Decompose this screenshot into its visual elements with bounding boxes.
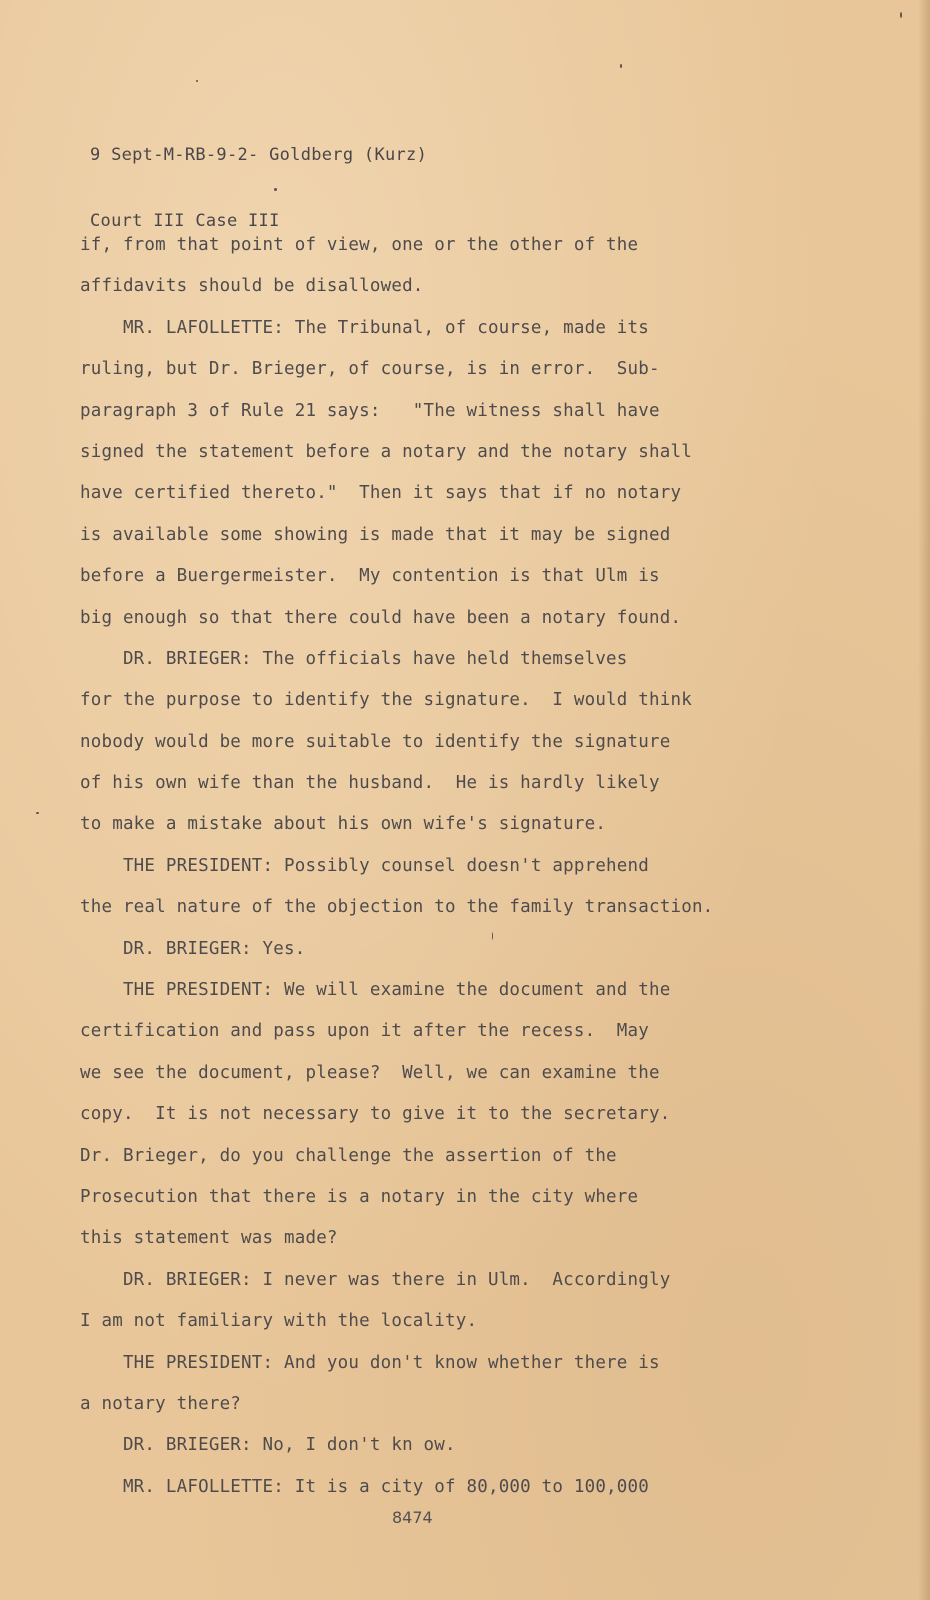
transcript-line: DR. BRIEGER: No, I don't kn ow.	[80, 1435, 456, 1456]
transcript-line: DR. BRIEGER: I never was there in Ulm. Accordingly	[80, 1269, 671, 1290]
transcript-line: MR. LAFOLLETTE: It is a city of 80,000 to 100,000	[80, 1476, 650, 1497]
transcript-line: DR. BRIEGER: The officials have held themselves	[80, 648, 628, 669]
transcript-line: signed the statement before a notary and the notary shall	[80, 441, 692, 462]
transcript-line: the real nature of the objection to the family transaction.	[80, 897, 714, 918]
transcript-line: of his own wife than the husband. He is hardly likely	[80, 773, 660, 794]
transcript-line: copy. It is not necessary to give it to the secretary.	[80, 1104, 671, 1125]
transcript-line: big enough so that there could have been a notary found.	[80, 607, 682, 628]
transcript-line: MR. LAFOLLETTE: The Tribunal, of course, made its	[80, 317, 650, 338]
transcript-line: certification and pass upon it after the recess. May	[80, 1021, 650, 1042]
paper-speck	[274, 188, 277, 191]
transcript-line: is available some showing is made that it may be signed	[80, 524, 671, 545]
transcript-line: DR. BRIEGER: Yes.	[80, 938, 306, 959]
transcript-line: ruling, but Dr. Brieger, of course, is in error. Sub-	[80, 359, 660, 380]
transcript-line: before a Buergermeister. My contention is that Ulm is	[80, 566, 660, 587]
paper-speck	[492, 932, 493, 940]
transcript-line: THE PRESIDENT: Possibly counsel doesn't apprehend	[80, 855, 650, 876]
header-line-1: 9 Sept-M-RB-9-2- Goldberg (Kurz)	[90, 145, 428, 165]
paper-speck	[900, 12, 902, 18]
transcript-line: to make a mistake about his own wife's signature.	[80, 814, 607, 835]
transcript-line: Prosecution that there is a notary in the city where	[80, 1186, 639, 1207]
transcript-line: Dr. Brieger, do you challenge the assertion of the	[80, 1145, 617, 1166]
transcript-line: we see the document, please? Well, we can examine the	[80, 1062, 660, 1083]
paper-speck	[36, 812, 39, 814]
transcript-line: THE PRESIDENT: And you don't know whether there is	[80, 1352, 660, 1373]
page-number: 8474	[392, 1508, 433, 1527]
transcript-line: for the purpose to identify the signature. I would think	[80, 690, 692, 711]
transcript-line: paragraph 3 of Rule 21 says: "The witness shall have	[80, 400, 660, 421]
transcript-line: a notary there?	[80, 1393, 242, 1414]
transcript-line: have certified thereto." Then it says that if no notary	[80, 483, 682, 504]
transcript-line: this statement was made?	[80, 1228, 338, 1249]
transcript-line: THE PRESIDENT: We will examine the document and the	[80, 980, 671, 1001]
paper-speck	[620, 64, 622, 68]
transcript-line: I am not familiary with the locality.	[80, 1311, 478, 1332]
transcript-line: nobody would be more suitable to identify the signature	[80, 731, 671, 752]
transcript-body	[80, 225, 800, 1508]
transcript-line: affidavits should be disallowed.	[80, 276, 424, 297]
header-line-2: Court III Case III	[90, 211, 280, 231]
paper-edge-shadow	[918, 0, 930, 1600]
transcript-line: if, from that point of view, one or the other of the	[80, 235, 639, 255]
paper-speck	[196, 80, 198, 82]
